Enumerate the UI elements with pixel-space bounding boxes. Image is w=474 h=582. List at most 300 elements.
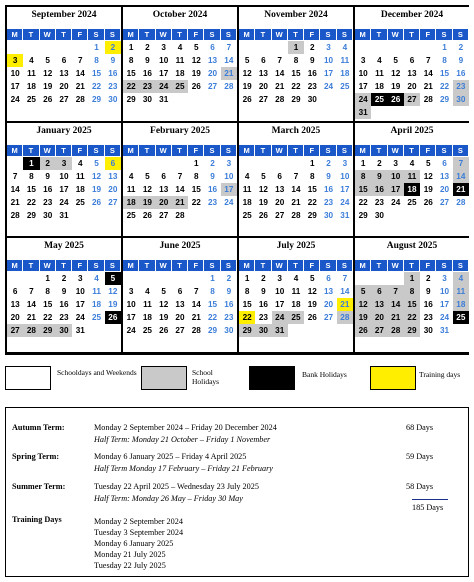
day-cell: 1 [360, 158, 366, 168]
day-cell: 17 [275, 300, 285, 309]
weekday-header: T [404, 260, 420, 271]
day-cell: 20 [108, 184, 118, 194]
weekday-header: M [355, 145, 371, 156]
day-cell: 4 [244, 171, 250, 181]
day-cell: 5 [45, 56, 50, 65]
day-cell: 19 [391, 82, 401, 91]
day-cell-school-holiday: 20 [371, 311, 387, 324]
weekday-header: T [255, 145, 271, 156]
month-title: December 2024 [380, 10, 444, 20]
weekday-header: M [239, 145, 255, 156]
day-cell: 23 [224, 313, 234, 322]
day-cell: 7 [177, 171, 183, 181]
weekday-header: W [272, 145, 288, 156]
month-calendar [123, 7, 237, 121]
day-cell: 29 [26, 210, 36, 220]
day-cell: 30 [423, 326, 433, 335]
day-cell: 31 [340, 210, 350, 220]
day-cell: 15 [307, 184, 317, 194]
day-cell: 2 [458, 43, 464, 52]
legend-swatch-holidays [141, 366, 187, 390]
day-cell-school-holiday: 28 [23, 324, 39, 337]
day-cell: 11 [291, 287, 301, 296]
day-cell: 6 [12, 287, 18, 296]
day-cell: 4 [94, 274, 99, 283]
day-cell: 24 [324, 82, 334, 91]
weekday-header: T [371, 145, 387, 156]
weekday-header: S [453, 260, 469, 271]
day-cell: 12 [142, 184, 152, 194]
weekday-header: S [436, 145, 452, 156]
weekday-header: W [156, 145, 172, 156]
weekday-header: F [188, 260, 204, 271]
day-cell: 16 [142, 69, 152, 78]
day-cell: 3 [277, 274, 282, 283]
day-cell: 10 [10, 69, 20, 78]
day-cell: 22 [208, 313, 218, 322]
weekday-header: W [272, 260, 288, 271]
day-cell: 24 [391, 197, 401, 207]
legend-label-training: Training days [419, 370, 461, 379]
weekday-header: T [172, 260, 188, 271]
day-cell: 23 [374, 197, 384, 207]
day-cell: 22 [291, 82, 301, 91]
weekday-header: F [304, 29, 320, 40]
day-cell: 11 [75, 171, 85, 181]
weekday-header: T [172, 145, 188, 156]
day-cell: 22 [43, 313, 53, 322]
weekday-header: S [337, 29, 353, 40]
weekday-header: T [288, 29, 304, 40]
day-cell-school-holiday: 30 [56, 324, 72, 337]
day-cell: 20 [208, 69, 218, 78]
day-cell: 14 [423, 69, 433, 78]
weekday-header: W [40, 260, 56, 271]
month-title: May 2025 [44, 241, 84, 251]
day-cell: 7 [78, 56, 83, 65]
summer-term-dates: Tuesday 22 April 2025 – Wednesday 23 July 2025 [94, 482, 259, 491]
day-cell: 27 [324, 313, 334, 322]
day-cell: 25 [340, 82, 350, 91]
day-cell: 12 [258, 184, 268, 194]
legend-swatch-training [370, 366, 416, 390]
day-cell: 3 [161, 43, 166, 52]
month-title: February 2025 [150, 125, 210, 136]
day-cell: 15 [440, 69, 450, 78]
day-cell: 10 [159, 56, 169, 65]
day-cell: 13 [59, 69, 69, 78]
month-title: January 2025 [36, 125, 92, 136]
day-cell: 29 [307, 210, 317, 220]
day-cell-school-holiday: 2 [40, 157, 56, 170]
day-cell: 12 [108, 287, 118, 296]
day-cell: 28 [75, 95, 85, 104]
day-cell: 14 [291, 184, 301, 194]
spring-half-term: Half Term Monday 17 February – Friday 21 February [94, 464, 273, 473]
spring-term-label: Spring Term: [12, 452, 60, 461]
day-cell: 8 [29, 171, 34, 181]
weekday-header: S [105, 29, 121, 40]
day-cell: 8 [45, 287, 50, 296]
day-cell: 27 [275, 210, 285, 220]
day-cell: 5 [426, 158, 431, 168]
day-cell: 12 [423, 171, 433, 181]
day-cell: 25 [407, 197, 417, 207]
day-cell: 27 [175, 326, 185, 335]
day-cell: 29 [208, 326, 218, 335]
day-cell: 19 [92, 184, 102, 194]
weekday-header: S [105, 145, 121, 156]
weekday-header: S [337, 145, 353, 156]
weekday-header: M [239, 29, 255, 40]
weekday-header: F [188, 145, 204, 156]
day-cell: 16 [224, 300, 234, 309]
day-cell: 15 [126, 69, 136, 78]
weekday-header: S [320, 29, 336, 40]
day-cell: 31 [59, 210, 69, 220]
weekday-header: S [88, 145, 104, 156]
day-cell: 19 [159, 313, 169, 322]
day-cell: 26 [191, 82, 201, 91]
month-calendar [7, 123, 121, 237]
day-cell: 15 [43, 300, 53, 309]
day-cell: 30 [374, 210, 384, 220]
day-cell: 8 [194, 171, 199, 181]
weekday-header: S [436, 29, 452, 40]
day-cell: 18 [291, 300, 301, 309]
day-cell: 17 [59, 184, 69, 194]
day-cell-school-holiday: 22 [123, 80, 139, 93]
day-cell: 28 [275, 95, 285, 104]
day-cell: 12 [191, 56, 201, 65]
calendar-grid [5, 5, 469, 355]
autumn-half-term: Half Term: Monday 21 October – Friday 1 November [94, 435, 271, 444]
day-cell: 11 [242, 184, 252, 194]
day-cell: 2 [210, 158, 215, 168]
day-cell-bank-holiday: 26 [105, 311, 121, 324]
day-cell: 25 [126, 210, 136, 220]
day-cell: 19 [43, 82, 53, 91]
weekday-header: M [123, 260, 139, 271]
day-cell-school-holiday: 29 [404, 324, 420, 337]
day-cell-bank-holiday: 26 [388, 93, 404, 106]
total-divider [412, 499, 448, 500]
weekday-header: W [388, 145, 404, 156]
day-cell: 4 [145, 287, 150, 296]
day-cell: 14 [75, 69, 85, 78]
day-cell: 16 [307, 69, 317, 78]
day-cell: 9 [145, 56, 150, 65]
weekday-header: M [239, 260, 255, 271]
day-cell: 16 [208, 184, 218, 194]
weekday-header: T [172, 29, 188, 40]
day-cell-school-holiday: 11 [404, 170, 420, 183]
day-cell: 19 [307, 300, 317, 309]
day-cell-school-holiday: 7 [453, 157, 469, 170]
day-cell-school-holiday: 31 [355, 106, 371, 119]
day-cell: 3 [78, 274, 83, 283]
day-cell: 3 [360, 56, 366, 65]
day-cell-school-holiday: 16 [371, 183, 387, 196]
day-cell: 20 [258, 82, 268, 91]
day-cell: 30 [43, 210, 53, 220]
day-cell: 17 [440, 300, 450, 309]
day-cell: 24 [59, 197, 69, 207]
day-cell: 16 [43, 184, 53, 194]
day-cell-school-holiday: 21 [388, 311, 404, 324]
day-cell: 5 [244, 56, 250, 65]
day-cell: 17 [159, 69, 169, 78]
day-cell: 6 [277, 171, 282, 181]
day-cell: 7 [277, 56, 282, 65]
day-cell: 19 [258, 197, 268, 207]
day-cell: 10 [440, 287, 450, 296]
day-cell: 7 [194, 287, 199, 296]
day-cell: 28 [10, 210, 20, 220]
day-cell: 1 [310, 158, 315, 168]
month-calendar [355, 7, 469, 121]
day-cell: 27 [258, 95, 268, 104]
day-cell: 23 [258, 313, 268, 322]
day-cell: 22 [358, 197, 368, 207]
day-cell: 24 [224, 197, 234, 207]
day-cell: 4 [342, 43, 348, 52]
day-cell: 3 [342, 158, 348, 168]
day-cell-training-day: 3 [7, 54, 23, 67]
day-cell: 29 [291, 95, 301, 104]
day-cell: 13 [208, 56, 218, 65]
day-cell: 25 [92, 313, 102, 322]
day-cell-school-holiday: 19 [139, 196, 155, 209]
day-cell: 3 [128, 287, 134, 296]
day-cell: 8 [94, 56, 99, 65]
weekday-header: S [204, 260, 220, 271]
weekday-header: S [204, 29, 220, 40]
day-cell: 12 [391, 69, 401, 78]
day-cell: 2 [426, 274, 431, 283]
day-cell: 15 [26, 184, 36, 194]
day-cell: 13 [324, 287, 334, 296]
day-cell-school-holiday: 28 [388, 324, 404, 337]
day-cell: 3 [442, 274, 447, 283]
weekday-header: W [40, 29, 56, 40]
day-cell: 5 [194, 43, 199, 52]
day-cell: 24 [440, 313, 450, 322]
day-cell: 16 [59, 300, 69, 309]
training-date: Monday 2 September 2024 [94, 517, 183, 526]
legend-label-holidays: School Holidays [192, 368, 220, 386]
weekday-header: M [7, 29, 23, 40]
day-cell: 2 [226, 274, 232, 283]
day-cell: 16 [324, 184, 334, 194]
weekday-header: S [337, 260, 353, 271]
day-cell: 6 [61, 56, 67, 65]
weekday-header: S [453, 29, 469, 40]
day-cell: 31 [159, 95, 169, 104]
weekday-header: S [88, 29, 104, 40]
day-cell: 2 [261, 274, 266, 283]
day-cell-school-holiday: 20 [156, 196, 172, 209]
day-cell: 2 [310, 43, 315, 52]
weekday-header: S [320, 260, 336, 271]
weekday-header: W [272, 29, 288, 40]
day-cell: 29 [358, 210, 368, 220]
day-cell: 1 [244, 274, 250, 283]
day-cell: 22 [92, 82, 102, 91]
day-cell: 14 [10, 184, 20, 194]
weekday-header: T [288, 260, 304, 271]
spring-term-days: 59 Days [406, 452, 434, 461]
day-cell: 30 [324, 210, 334, 220]
weekday-header: T [139, 29, 155, 40]
day-cell: 23 [59, 313, 69, 322]
day-cell: 21 [75, 82, 85, 91]
legend-label-schooldays: Schooldays and Weekends [57, 368, 137, 377]
day-cell: 7 [293, 171, 299, 181]
day-cell: 11 [92, 287, 101, 296]
day-cell: 8 [442, 56, 447, 65]
day-cell: 16 [423, 300, 433, 309]
day-cell: 6 [177, 287, 183, 296]
day-cell: 27 [159, 210, 169, 220]
day-cell: 22 [307, 197, 317, 207]
day-cell: 21 [275, 82, 285, 91]
month-title: July 2025 [276, 241, 316, 251]
day-cell: 21 [191, 313, 201, 322]
day-cell: 29 [126, 95, 136, 104]
day-cell: 20 [440, 184, 450, 194]
weekday-header: S [320, 145, 336, 156]
month-title: March 2025 [271, 125, 321, 136]
day-cell-bank-holiday: 18 [404, 183, 420, 196]
day-cell: 26 [159, 326, 169, 335]
day-cell: 19 [108, 300, 118, 309]
day-cell: 28 [224, 82, 234, 91]
day-cell-school-holiday: 3 [56, 157, 72, 170]
weekday-header: T [23, 260, 39, 271]
day-cell: 9 [426, 287, 431, 296]
day-cell: 18 [26, 82, 36, 91]
day-cell: 17 [358, 82, 368, 91]
day-cell: 28 [191, 326, 201, 335]
day-cell: 8 [310, 171, 315, 181]
day-cell: 15 [191, 184, 201, 194]
weekday-header: M [355, 260, 371, 271]
day-cell: 9 [310, 56, 315, 65]
day-cell: 25 [26, 95, 36, 104]
day-cell: 13 [175, 300, 185, 309]
day-cell: 22 [191, 197, 201, 207]
day-cell: 4 [128, 171, 134, 181]
weekday-header: W [156, 260, 172, 271]
day-cell-school-holiday: 17 [221, 183, 237, 196]
day-cell: 20 [10, 313, 20, 322]
day-cell: 12 [43, 69, 53, 78]
day-cell: 3 [326, 43, 331, 52]
weekday-header: W [156, 29, 172, 40]
day-cell: 20 [275, 197, 285, 207]
month-calendar [355, 123, 469, 237]
day-cell: 2 [145, 43, 150, 52]
month-calendar [7, 7, 121, 121]
weekday-header: M [7, 260, 23, 271]
day-cell: 2 [377, 158, 382, 168]
day-cell-school-holiday: 19 [355, 311, 371, 324]
day-cell: 18 [242, 197, 252, 207]
month-calendar [239, 238, 353, 352]
day-cell-training-day: 6 [105, 157, 121, 170]
month-calendar [7, 238, 121, 352]
day-cell: 15 [92, 69, 102, 78]
summer-term-days: 58 Days [406, 482, 434, 491]
day-cell: 8 [293, 56, 299, 65]
day-cell-school-holiday: 27 [7, 324, 23, 337]
weekday-header: M [123, 145, 139, 156]
day-cell: 20 [407, 82, 417, 91]
day-cell-bank-holiday: 5 [105, 272, 121, 285]
day-cell: 13 [108, 171, 118, 181]
day-cell: 26 [92, 197, 102, 207]
day-cell-school-holiday: 26 [355, 324, 371, 337]
day-cell: 15 [291, 69, 301, 78]
day-cell: 17 [324, 69, 334, 78]
day-cell: 9 [458, 56, 464, 65]
day-cell: 5 [310, 274, 315, 283]
day-cell-school-holiday: 7 [388, 285, 404, 298]
day-cell: 11 [143, 300, 152, 309]
day-cell: 27 [59, 95, 69, 104]
weekday-header: F [304, 260, 320, 271]
day-cell-bank-holiday: 1 [23, 157, 39, 170]
day-cell-school-holiday: 11 [453, 285, 469, 298]
weekday-header: S [105, 260, 121, 271]
day-cell: 25 [142, 326, 152, 335]
day-cell: 1 [128, 43, 134, 52]
month-title: September 2024 [31, 10, 97, 20]
day-cell: 22 [440, 82, 450, 91]
weekday-header: T [404, 145, 420, 156]
day-cell-bank-holiday: 21 [453, 183, 469, 196]
day-cell: 18 [142, 313, 152, 322]
day-cell: 23 [324, 197, 334, 207]
day-cell: 5 [94, 158, 99, 168]
day-cell: 20 [59, 82, 69, 91]
day-cell: 24 [126, 326, 136, 335]
day-cell-school-holiday: 15 [355, 183, 371, 196]
day-cell-training-day: 2 [105, 41, 121, 54]
day-cell-school-holiday: 27 [371, 324, 387, 337]
day-cell: 2 [326, 158, 331, 168]
day-cell: 1 [210, 274, 215, 283]
day-cell: 23 [43, 197, 53, 207]
day-cell: 10 [324, 56, 334, 65]
month-calendar [355, 238, 469, 352]
day-cell: 17 [75, 300, 85, 309]
weekday-header: T [56, 145, 72, 156]
day-cell: 11 [27, 69, 36, 78]
weekday-header: T [255, 29, 271, 40]
day-cell: 3 [393, 158, 398, 168]
day-cell: 10 [224, 171, 234, 181]
day-cell: 26 [43, 95, 53, 104]
day-cell: 4 [409, 158, 415, 168]
day-cell: 1 [442, 43, 447, 52]
day-cell: 20 [324, 300, 334, 309]
day-cell-school-holiday: 24 [156, 80, 172, 93]
day-cell: 4 [29, 56, 34, 65]
day-cell-school-holiday: 4 [453, 272, 469, 285]
day-cell: 11 [340, 56, 350, 65]
